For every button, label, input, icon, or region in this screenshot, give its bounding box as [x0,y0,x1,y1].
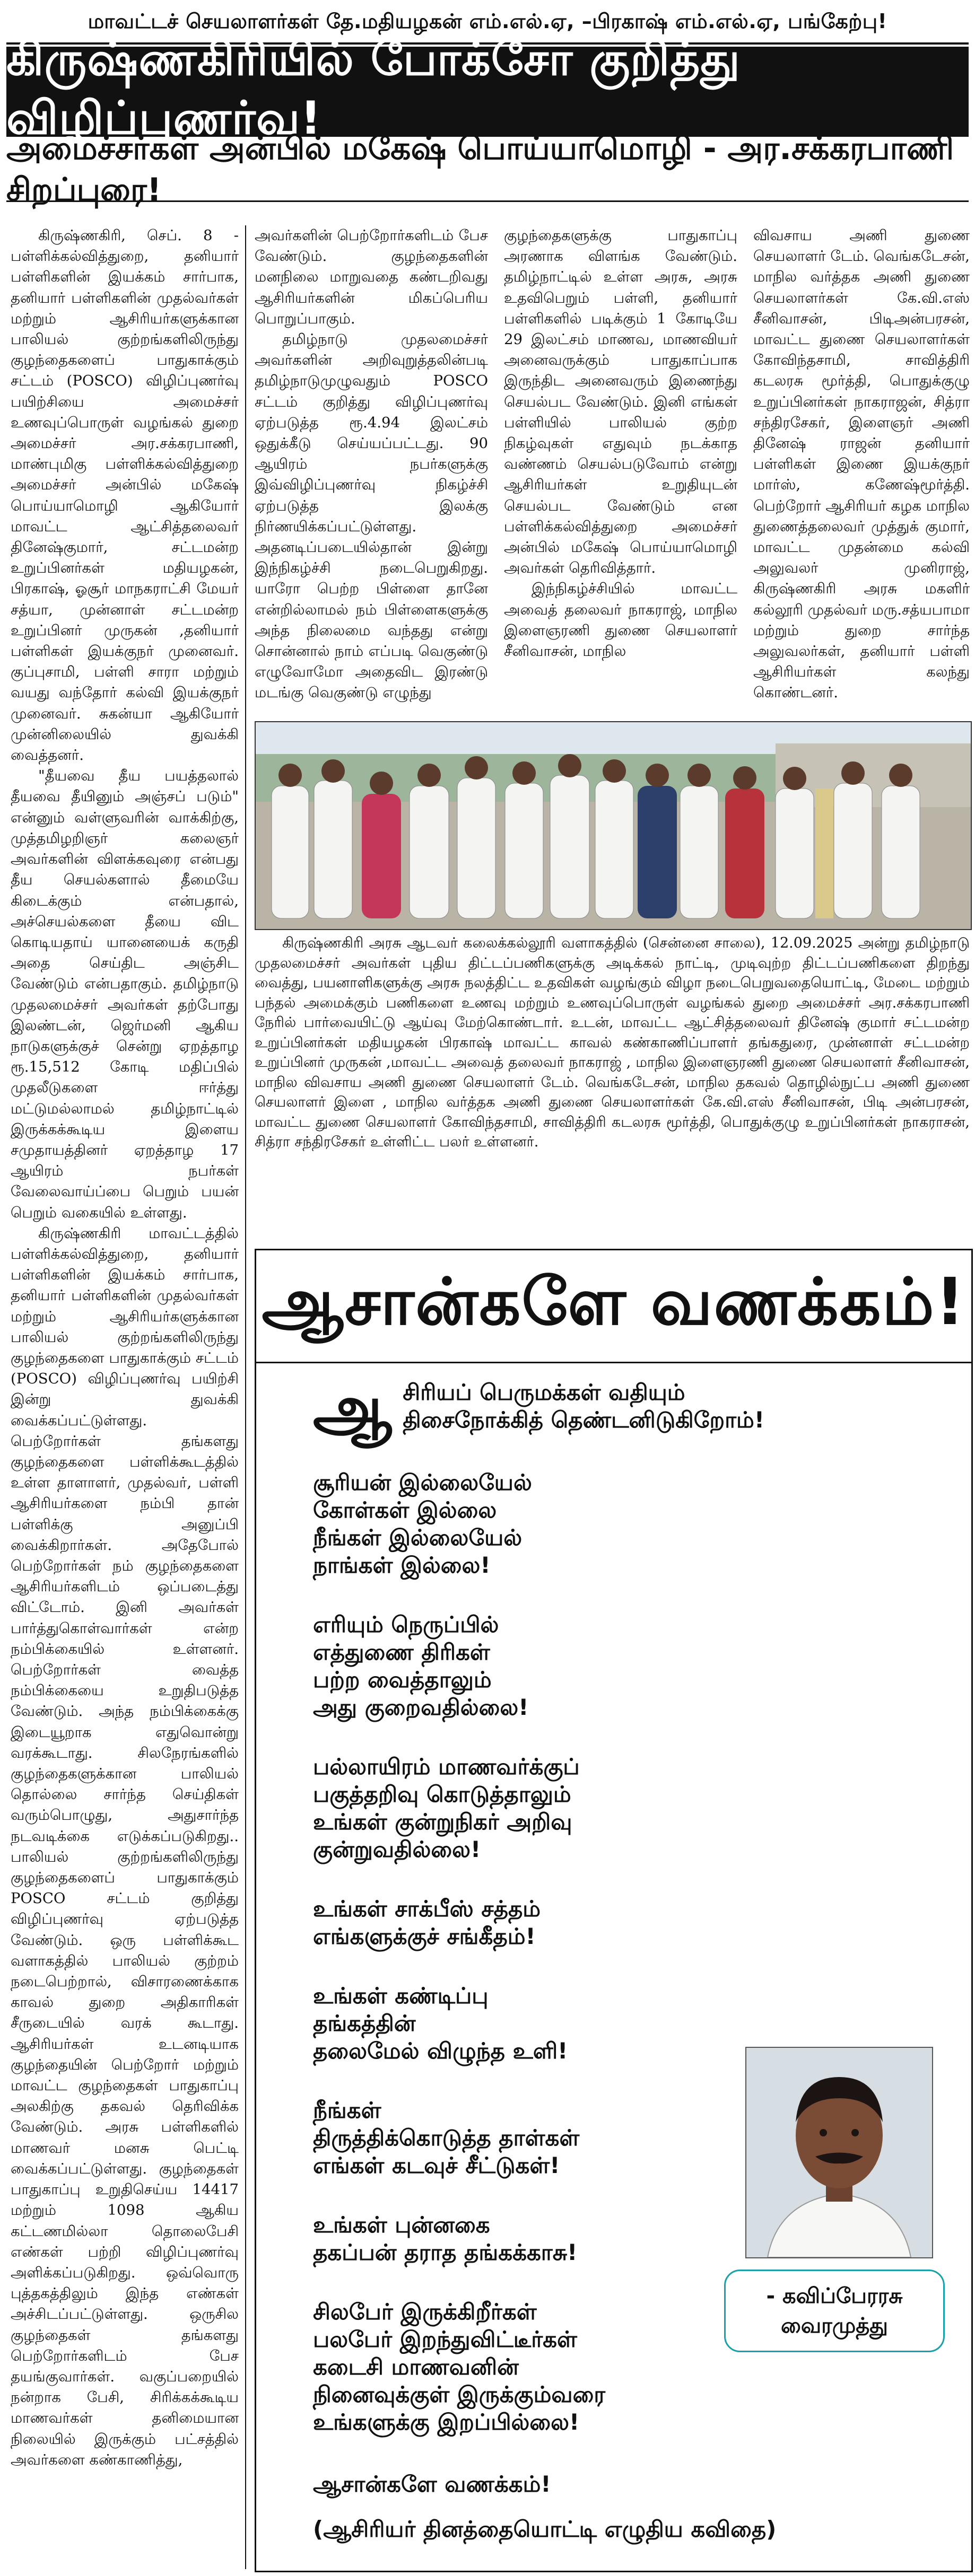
poem-stanza [313,1611,950,1721]
article-column-4 [753,225,970,713]
author-portrait-illustration [746,2048,932,2257]
poem-stanza [313,1753,950,1863]
author-portrait [745,2047,933,2258]
poem-line: குன்றுவதில்லை! [313,1836,481,1862]
poem-line: தலைமேல் விழுந்த உளி! [313,2038,568,2064]
poem-line: கடைசி மாணவனின் [313,2354,519,2380]
article-column-1 [11,225,239,2569]
poem-line: தங்கத்தின் [313,2010,416,2036]
poem-line: நீங்கள் இல்லையேல் [313,1524,523,1550]
article-paragraph: "தீயவை தீய பயத்தலால் தீயவை தீயினும் அஞ்சப் படும்" என்னும் வள்ளுவரின் வாக்கிற்கு, முத்தமிழறிஞர் கலைஞர் அவர்களின் விளக்கவுரை என்பது தீய செயல்களால் தீமையே கிடைக்கும் என்பதால், அச்செயல்களை தீயை விட கொடியதாய் யானையைக் கருதி அதை செய்திட அஞ்சிட வேண்டும் என்பதாகும். தமிழ்நாடு முதலமைச்சர் அவர்கள் தற்போது இலண்டன், ஜெர்மனி ஆகிய நாடுகளுக்குச் சென்று ஏறத்தாழ ரூ.15,512 கோடி மதிப்பில் முதலீடுகளை ஈர்த்து மட்டுமல்லாமல் தமிழ்நாட்டில் இருக்கக்கூடிய இளைய சமுதாயத்தினர் ஏறத்தாழ 17 ஆயிரம் நபர்கள் வேலைவாய்ப்பை பெறும் பயன் பெறும் வகையில் உள்ளது. [11,767,239,1221]
poem-line: சூரியன் இல்லையேல் [313,1469,532,1495]
poem-line: தகப்பன் தராத தங்கக்காசு! [313,2239,578,2265]
poem-line: எரியும் நெருப்பில் [313,1611,499,1637]
article-paragraph: கிருஷ்ணகிரி மாவட்டத்தில் பள்ளிக்கல்வித்துறை, தனியார் பள்ளிகளின் இயக்கம் சார்பாக, தனியார் பள்ளிகளின் முதல்வர்கள் மற்றும் ஆசிரியர்களுக்கான பாலியல் குற்றங்களிலிருந்து குழந்தைகளை பாதுகாக்கும் சட்டம் (POSCO) விழிப்புணர்வு பயிற்சி இன்று துவக்கி வைக்கப்பட்டுள்ளது. பெற்றோர்கள் தங்களது குழந்தைகளை பள்ளிக்கூடத்தில் உள்ள தாளாளர், முதல்வர், பள்ளி ஆசிரியர்களை நம்பி தான் பள்ளிக்கு அனுப்பி வைக்கிறார்கள். அதேபோல் பெற்றோர்கள் நம் குழந்தைகளை ஆசிரியர்களிடம் ஒப்படைத்து விட்டோம். இனி அவர்கள் பார்த்துகொள்வார்கள் என்ற நம்பிக்கையில் உள்ளனர். பெற்றோர்கள் வைத்த நம்பிக்கையை உறுதிபடுத்த வேண்டும். அந்த நம்பிக்கைக்கு இடையூறாக எதுவொன்று வரக்கூடாது. சிலநேரங்களில் குழந்தைகளுக்கான பாலியல் தொல்லை சார்ந்த செய்திகள் வரும்பொழுது, அதுசார்ந்த நடவடிக்கை எடுக்கப்படுகிறது.. பாலியல் குற்றங்களிலிருந்து குழந்தைகளைப் பாதுகாக்கும் POSCO சட்டம் குறித்து விழிப்புணர்வு ஏற்படுத்த வேண்டும். ஒரு பள்ளிக்கூட வளாகத்தில் பாலியல் குற்றம் நடைபெற்றால், விசாரணைக்காக காவல் துறை அதிகாரிகள் சீருடையில் வரக் கூடாது. ஆசிரியர்கள் உடனடியாக குழந்தையின் பெற்றோர் மற்றும் மாவட்ட குழந்தைகள் பாதுகாப்பு அலகிற்கு தகவல் தெரிவிக்க வேண்டும். அரசு பள்ளிகளில் மாணவர் மனசு பெட்டி வைக்கப்பட்டுள்ளது. குழந்தைகள் பாதுகாப்பு உறுதிசெய்ய 14417 மற்றும் 1098 ஆகிய கட்டணமில்லா தொலைபேசி எண்கள் பற்றி விழிப்புணர்வு அளிக்கப்படுகிறது. ஒவ்வொரு புத்தகத்திலும் இந்த எண்கள் அச்சிடப்பட்டுள்ளது. ஒருசில குழந்தைகள் தங்களது பெற்றோர்களிடம் பேச தயங்குவார்கள். வகுப்பறையில் நன்றாக பேசி, சிரிக்கக்கூடிய மாணவர்கள் தனிமையான நிலையில் இருக்கும் பட்சத்தில் அவர்களை கண்காணித்து, [11,1224,239,2468]
poem-stanza [313,1895,950,1950]
headline: கிருஷ்ணகிரியில் போக்சோ குறித்து விழிப்புணர்வு! [6,33,741,145]
article-paragraph: அவர்களின் பெற்றோர்களிடம் பேச வேண்டும். குழந்தைகளின் மனநிலை மாறுவதை கண்டறிவது ஆசிரியர்களின் மிகப்பெரிய பொறுப்பாகும். [255,227,488,327]
article-paragraph: விவசாய அணி துணை செயலாளர் டேம். வெங்கடேசன், மாநில வர்த்தக அணி துணை செயலாளர்கள் கே.வி.எஸ் சீனிவாசன், பிடிஅன்பரசன், மாவட்ட துணை செயலாளர்கள் கோவிந்தசாமி, சாவித்திரி கடலரசு மூர்த்தி, பொதுக்குழு உறுப்பினர்கள் நாகராஜன், சித்ரா சந்திரசேகர், இளைஞர் அணி தினேஷ் ராஜன் தனியார் பள்ளிகள் இணை இயக்குநர் மார்ஸ், கணேஷ்மூர்த்தி. பெற்றோர் ஆசிரியர் கழக மாநில துணைத்தலைவர் முத்துக் குமார், மாவட்ட முதன்மை கல்வி அலுவலர் முனிராஜ், கிருஷ்ணகிரி அரசு மகளிர் கல்லூரி முதல்வர் மரு.சத்யபாமா மற்றும் துறை சார்ந்த அலுவலர்கள், தனியார் பள்ளி ஆசிரியர்கள் கலந்து கொண்டனர். [753,227,970,702]
poem-line: உங்களுக்கு இறப்பில்லை! [313,2409,580,2435]
author-title: - கவிப்பேரரசு [766,2284,903,2308]
article-paragraph: தமிழ்நாடு முதலமைச்சர் அவர்களின் அறிவுறுத்தலின்படி தமிழ்நாடுமுழுவதும் POSCO சட்டம் குறித்து விழிப்புணர்வு ஏற்படுத்த ரூ.4.94 இலட்சம் ஒதுக்கீடு செய்யப்பட்டது. 90 ஆயிரம் நபர்களுக்கு இவ்விழிப்புணர்வு நிகழ்ச்சி ஏற்படுத்த இலக்கு நிர்ணயிக்கப்பட்டுள்ளது. அதனடிப்படையில்தான் இன்று இந்நிகழ்ச்சி நடைபெறுகிறது. யாரோ பெற்ற பிள்ளை தானே என்றில்லாமல் நம் பிள்ளைகளுக்கு அந்த நிலைமை வந்தது என்று சொன்னால் நாம் எப்படி வெகுண்டு எழுவோமோ அதைவிட இரண்டு மடங்கு வெகுண்டு எழுந்து [255,331,488,702]
subhead-text: அமைச்சர்கள் அன்பில் மகேஷ் பொய்யாமொழி - அர.சக்கரபாணி சிறப்புரை! [6,130,954,208]
author-credit [724,2270,945,2352]
poem-line: உங்கள் கண்டிப்பு [313,1983,489,2009]
article-column-3 [504,225,737,713]
poem-line: உங்கள் குன்றுநிகர் அறிவு [313,1809,572,1835]
photo-caption: கிருஷ்ணகிரி அரசு ஆடவர் கலைக்கல்லூரி வளாகத்தில் (சென்னை சாலை), 12.09.2025 அன்று தமிழ்நாடு முதலமைச்சர் அவர்கள் புதிய திட்டப்பணிகளுக்கு அடிக்கல் நாட்டி, முடிவுற்ற திட்டப்பணிகளை திறந்து வைத்து, பயனாளிகளுக்கு அரசு நலத்திட்ட உதவிகள் வழங்கும் விழா நடைபெறுவதையொட்டி, மேடை மற்றும் பந்தல் அமைக்கும் பணிகளை உணவு மற்றும் உணவுப்பொருள் வழங்கல் துறை அமைச்சர் அர.சக்கரபாணி நேரில் பார்வையிட்டு ஆய்வு மேற்கொண்டார். உடன், மாவட்ட ஆட்சித்தலைவர் தினேஷ் குமார் சட்டமன்ற உறுப்பினர்கள் மதியழகன் பிரகாஷ் மாவட்ட காவல் கண்காணிப்பாளர் தங்கதுரை, முன்னாள் சட்டமன்ற உறுப்பினர் முருகன் ,மாவட்ட அவைத் தலைவர் நாகராஜ் , மாநில இளைஞரணி துணை செயலாளர் சீனிவாசன், மாநில விவசாய அணி துணை செயலாளர் டேம். வெங்கடேசன், மாநில தகவல் தொழில்நுட்ப அணி துணை செயலாளர் இளை , மாநில வர்த்தக அணி துணை செயலாளர்கள் கே.வி.எஸ் சீனிவாசன், பிடி அன்பரசன், மாவட்ட துணை செயலாளர் கோவிந்தசாமி, சாவித்திரி கடலரசு மூர்த்தி, பொதுக்குழு உறுப்பினர்கள் நாகராசன், சித்ரா சந்திரசேகர் உள்ளிட்ட பலர் உள்ளனர். [255,935,970,1150]
author-name: வைரமுத்து [781,2314,888,2338]
poem-line: எத்துணை திரிகள் [313,1639,490,1665]
poem-line: பகுத்தறிவு கொடுத்தாலும் [313,1781,571,1807]
article-paragraph: கிருஷ்ணகிரி, செப். 8 - பள்ளிக்கல்வித்துறை, தனியார் பள்ளிகளின் இயக்கம் சார்பாக, தனியார் பள்ளிகளின் முதல்வர்கள் மற்றும் ஆசிரியர்களுக்கான பாலியல் குற்றங்களிலிருந்து குழந்தைகளைப் பாதுகாக்கும் சட்டம் (POSCO) விழிப்புணர்வு பயிற்சியை அமைச்சர் உணவுப்பொருள் வழங்கல் துறை அமைச்சர் அர.சக்கரபாணி, மாண்புமிகு பள்ளிக்கல்வித்துறை அமைச்சர் அன்பில் மகேஷ் பொய்யாமொழி ஆகியோர் மாவட்ட ஆட்சித்தலைவர் தினேஷ்குமார், சட்டமன்ற உறுப்பினர்கள் மதியழகன், பிரகாஷ், ஓசூர் மாநகராட்சி மேயர் சத்யா, முன்னாள் சட்டமன்ற உறுப்பினர் முருகன் ,தனியார் பள்ளிகள் இயக்குநர் முனைவர். குப்புசாமி, பள்ளி சாரா மற்றும் வயது வந்தோர் கல்வி இயக்குநர் முனைவர். சுகன்யா ஆகியோர் முன்னிலையில் துவக்கி வைத்தனர். [11,227,239,764]
poem-line: எங்களுக்குச் சங்கீதம்! [313,1923,536,1949]
column-divider [245,225,246,2569]
headline-bar [6,33,969,145]
group-photo-illustration [256,722,971,929]
subhead [6,130,969,208]
poem-initial-letter: ஆ [313,1371,393,1444]
poem-line: திசைநோக்கித் தெண்டனிடுகிறோம்! [403,1407,764,1433]
poem-line: எங்கள் கடவுச் சீட்டுகள்! [313,2152,560,2178]
tribute-note: (ஆசிரியர் தினத்தையொட்டி எழுதிய கவிதை) [313,2516,777,2542]
poem-line: நீங்கள் [313,2097,381,2123]
poem-line: பற்ற வைத்தாலும் [313,1667,492,1693]
poem-stanza [313,1469,950,1579]
poem-line: பலபேர் இறந்துவிட்டீர்கள் [313,2326,577,2352]
article-paragraph: இந்நிகழ்ச்சியில் மாவட்ட அவைத் தலைவர் நாகராஜ், மாநில இளைஞரணி துணை செயலாளர் சீனிவாசன், மாநில [504,580,737,660]
poem-opening [313,1371,950,1444]
article-column-2 [255,225,488,713]
tribute-heading-bar [256,1250,971,1363]
tribute-closing: ஆசான்களே வணக்கம்! [313,2471,551,2497]
event-photo [255,721,972,930]
poem-line: நினைவுக்குள் இருக்கும்வரை [313,2381,606,2407]
poem-line: பல்லாயிரம் மாணவர்க்குப் [313,1754,580,1780]
poem-line: சிலபேர் இருக்கிறீர்கள் [313,2299,537,2325]
article-paragraph: குழந்தைகளுக்கு பாதுகாப்பு அரணாக விளங்க வேண்டும். தமிழ்நாட்டில் உள்ள அரசு, அரசு உதவிபெறும் பள்ளி, தனியார் பள்ளிகளில் படிக்கும் 1 கோடியே 29 இலட்சம் மாணவ, மாணவியர் அனைவருக்கும் பாதுகாப்பாக இருந்திட அனைவரும் இணைந்து செயல்பட வேண்டும். இனி எங்கள் பள்ளியில் பாலியல் குற்ற நிகழ்வுகள் எதுவும் நடக்காத வண்ணம் செயல்படுவோம் என்று ஆசிரியர்கள் உறுதியுடன் செயல்பட வேண்டும் என பள்ளிக்கல்வித்துறை அமைச்சர் அன்பில் மகேஷ் பொய்யாமொழி அவர்கள் தெரிவித்தார். [504,227,737,577]
poem-line: உங்கள் புன்னகை [313,2212,490,2238]
tribute-heading: ஆசான்களே வணக்கம்! [262,1264,966,1339]
poem-line: உங்கள் சாக்பீஸ் சத்தம் [313,1896,541,1922]
poem-line: கோள்கள் இல்லை [313,1497,497,1523]
poem-line: திருத்திக்கொடுத்த தாள்கள் [313,2125,580,2151]
poem-line: சிரியப் பெருமக்கள் வதியும் [403,1379,685,1405]
top-strip-text: மாவட்டச் செயலாளர்கள் தே.மதியழகன் எம்.எல்.ஏ, –பிரகாஷ் எம்.எல்.ஏ, பங்கேற்பு! [88,10,887,33]
poem-line: அது குறைவதில்லை! [313,1694,529,1720]
poem-line: நாங்கள் இல்லை! [313,1552,491,1578]
